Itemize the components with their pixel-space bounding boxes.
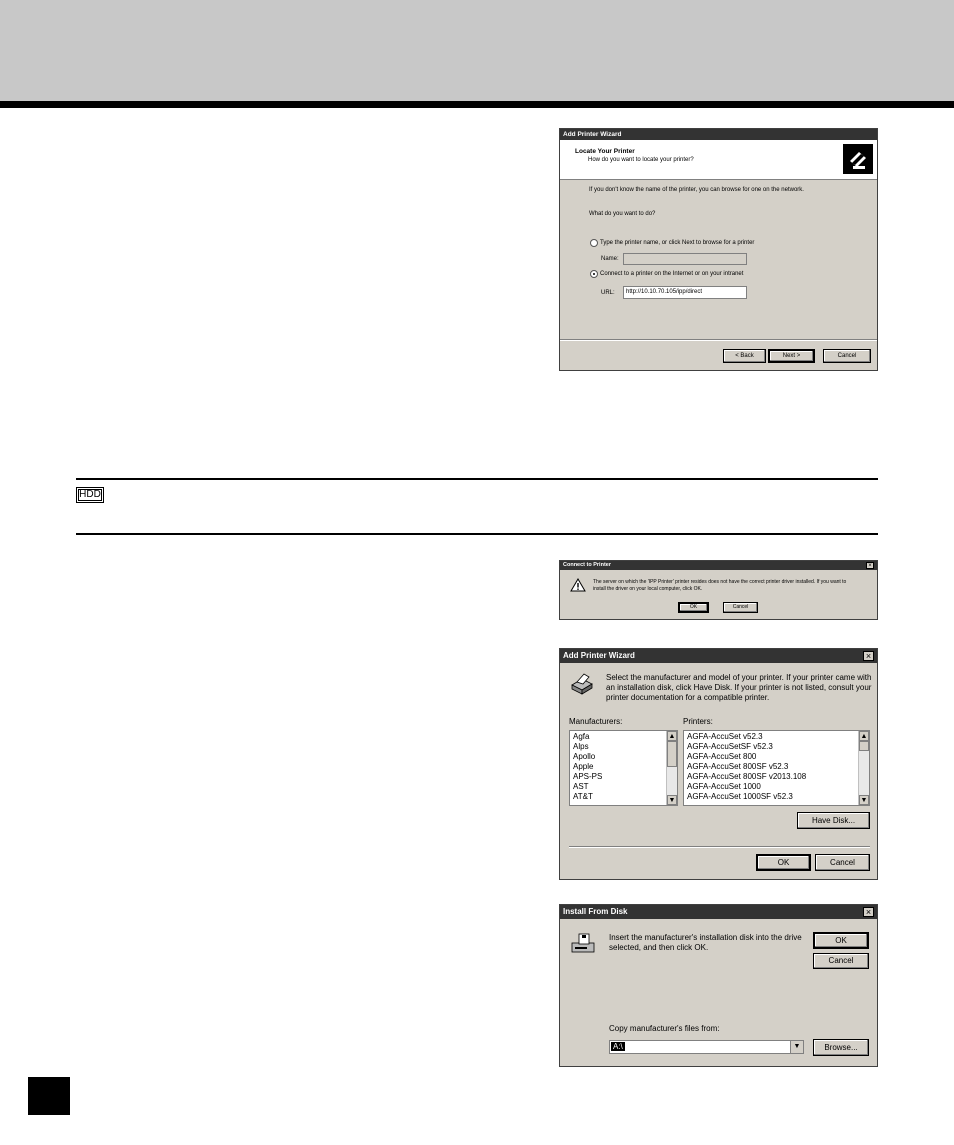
- scroll-up-icon[interactable]: ▲: [668, 733, 676, 740]
- browse-button[interactable]: Browse...: [813, 1039, 869, 1056]
- chevron-down-icon[interactable]: ▼: [790, 1041, 803, 1053]
- ok-button[interactable]: OK: [756, 854, 811, 871]
- wizard-subheading: How do you want to locate your printer?: [588, 157, 694, 163]
- path-combobox[interactable]: [609, 1040, 804, 1054]
- list-item[interactable]: Apple: [573, 762, 594, 771]
- list-item[interactable]: AGFA-AccuSet 800SF v2013.108: [687, 772, 807, 781]
- printer-icon: [843, 144, 873, 174]
- list-item[interactable]: AT&T: [573, 792, 593, 801]
- dialog-title-bar: [560, 905, 877, 919]
- list-item[interactable]: Apollo: [573, 752, 596, 761]
- close-icon[interactable]: ×: [863, 907, 874, 917]
- type-name-radio[interactable]: [590, 239, 598, 247]
- name-field[interactable]: [623, 253, 747, 265]
- header-rule: [0, 101, 954, 108]
- name-label: Name:: [601, 256, 619, 262]
- path-value: A:\: [613, 1042, 623, 1051]
- hdd-badge: HDD: [76, 487, 104, 503]
- printers-scrollbar[interactable]: [858, 731, 869, 805]
- description-line2: an installation disk, click Have Disk. If your printer is not listed, consult your: [606, 683, 872, 692]
- printer-setup-icon: [569, 672, 595, 698]
- description-line3: printer documentation for a compatible printer.: [606, 693, 770, 702]
- page-header-band: [0, 0, 954, 101]
- scroll-thumb[interactable]: [667, 741, 677, 767]
- dialog-title-bar: [560, 561, 877, 570]
- description-line1: Select the manufacturer and model of your printer. If your printer came with: [606, 673, 872, 682]
- wizard-header-panel: [560, 140, 877, 180]
- install-from-disk-dialog: [559, 904, 878, 1067]
- dialog-message-line1: The server on which the 'IPP Printer' printer resides does not have the correct printer driver installed. If you want to: [593, 579, 847, 585]
- window-title: Add Printer Wizard: [563, 651, 635, 660]
- info-text: If you don't know the name of the printer, you can browse for one on the network.: [589, 187, 804, 193]
- connect-to-printer-dialog: [559, 560, 878, 620]
- wizard-separator: [569, 846, 870, 848]
- list-item[interactable]: AGFA-AccuSet 800SF v52.3: [687, 762, 789, 771]
- section-rule-top: [76, 478, 878, 480]
- scroll-down-icon[interactable]: ▼: [860, 797, 868, 804]
- warning-icon: [570, 578, 586, 594]
- back-button[interactable]: < Back: [723, 349, 766, 363]
- connect-url-label: Connect to a printer on the Internet or on your intranet: [600, 271, 744, 277]
- printers-label: Printers:: [683, 717, 713, 726]
- url-field[interactable]: [623, 286, 747, 299]
- connect-url-radio[interactable]: [590, 270, 598, 278]
- dialog-title: Install From Disk: [563, 907, 628, 916]
- dialog-message-line2: install the driver on your local computer, click OK.: [593, 586, 703, 592]
- select-printer-window: [559, 648, 878, 880]
- wizard-heading: Locate Your Printer: [575, 148, 635, 155]
- cancel-button[interactable]: Cancel: [723, 602, 758, 613]
- question-text: What do you want to do?: [589, 211, 656, 217]
- close-icon[interactable]: ×: [866, 562, 874, 569]
- list-item[interactable]: Agfa: [573, 732, 590, 741]
- window-title-bar: [560, 649, 877, 663]
- dialog-message-line1: Insert the manufacturer's installation disk into the drive: [609, 933, 802, 942]
- cancel-button[interactable]: Cancel: [815, 854, 870, 871]
- ok-button[interactable]: OK: [813, 932, 869, 949]
- window-title: Add Printer Wizard: [563, 131, 622, 138]
- list-item[interactable]: APS-PS: [573, 772, 603, 781]
- page-number-box: [28, 1077, 70, 1115]
- wizard-separator: [560, 339, 877, 341]
- list-item[interactable]: AGFA-AccuSet v52.3: [687, 732, 763, 741]
- dialog-title: Connect to Printer: [563, 562, 611, 568]
- scroll-up-icon[interactable]: ▲: [860, 733, 868, 740]
- have-disk-button[interactable]: Have Disk...: [797, 812, 870, 829]
- scroll-down-icon[interactable]: ▼: [668, 797, 676, 804]
- cancel-button[interactable]: Cancel: [813, 953, 869, 969]
- locate-printer-window: [559, 128, 878, 371]
- cancel-button[interactable]: Cancel: [823, 349, 871, 363]
- list-item[interactable]: AGFA-AccuSet 800: [687, 752, 757, 761]
- manufacturers-label: Manufacturers:: [569, 717, 623, 726]
- dialog-message-line2: selected, and then click OK.: [609, 943, 709, 952]
- manufacturers-list[interactable]: [569, 730, 678, 806]
- list-item[interactable]: AGFA-AccuSetSF v52.3: [687, 742, 773, 751]
- url-value: http://10.10.70.105/ipp/direct: [626, 289, 703, 295]
- list-item[interactable]: AST: [573, 782, 589, 791]
- disk-drive-icon: [570, 933, 596, 957]
- section-rule-bottom: [76, 533, 878, 535]
- copy-from-label: Copy manufacturer's files from:: [609, 1024, 720, 1033]
- printers-list[interactable]: [683, 730, 870, 806]
- next-button[interactable]: Next >: [768, 349, 815, 363]
- list-item[interactable]: AGFA-AccuSet 1000SF v52.3: [687, 792, 793, 801]
- window-title-bar: [560, 129, 877, 140]
- manufacturers-scrollbar[interactable]: [666, 731, 677, 805]
- scroll-thumb[interactable]: [859, 741, 869, 751]
- type-name-label: Type the printer name, or click Next to browse for a printer: [600, 240, 755, 246]
- list-item[interactable]: AGFA-AccuSet 1000: [687, 782, 761, 791]
- list-item[interactable]: Alps: [573, 742, 589, 751]
- ok-button[interactable]: OK: [678, 602, 709, 613]
- url-label: URL:: [601, 290, 615, 296]
- close-icon[interactable]: ×: [863, 651, 874, 661]
